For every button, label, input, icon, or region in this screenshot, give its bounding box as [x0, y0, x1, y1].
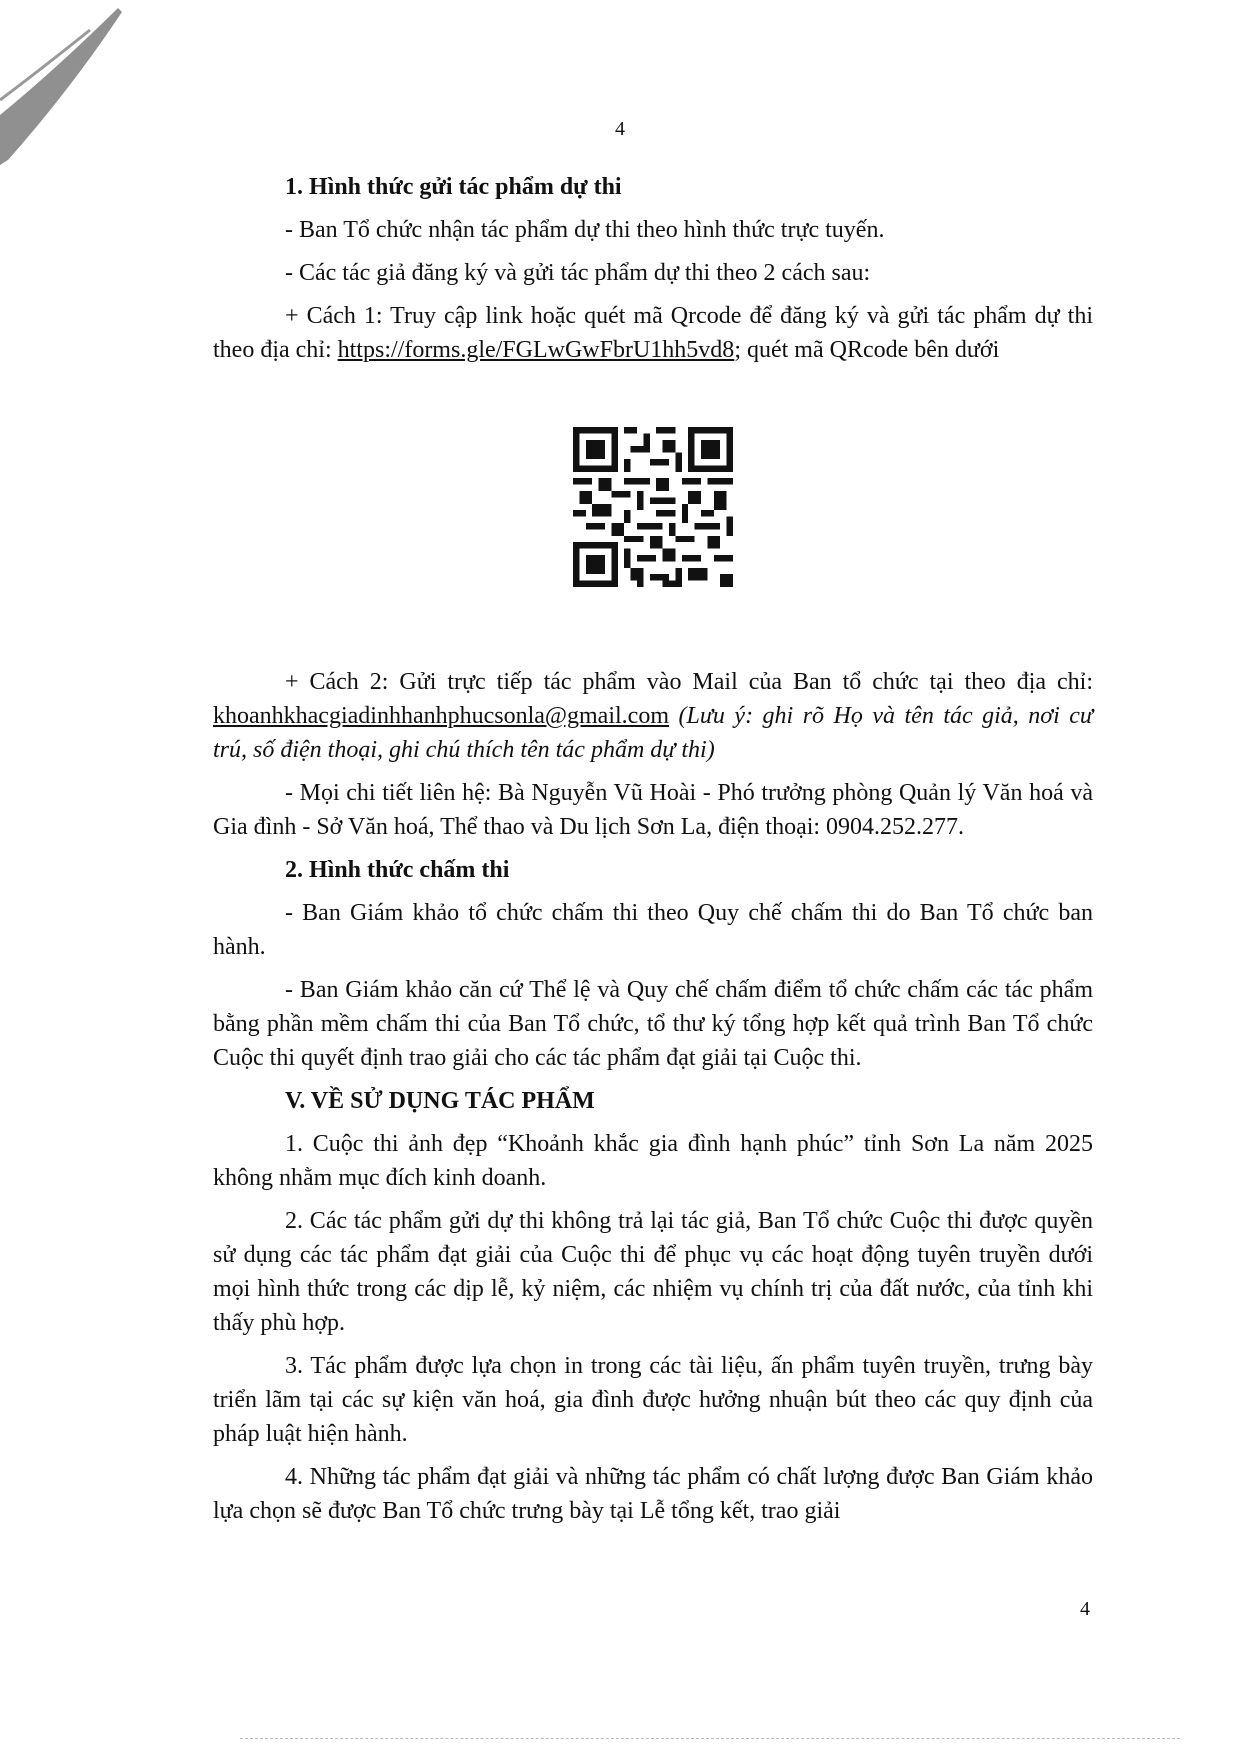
paragraph: 4. Những tác phẩm đạt giải và những tác phẩm có chất lượng được Ban Giám khảo lựa chọn sẽ được Ban Tổ chức trưng bày tại Lễ tổng kết, trao giải — [213, 1464, 1093, 1524]
form-link[interactable]: https://forms.gle/FGLwGwFbrU1hh5vd8 — [337, 337, 735, 363]
paragraph-method-1 — [213, 299, 1093, 367]
paragraph: - Ban Tổ chức nhận tác phẩm dự thi theo hình thức trực tuyến. — [285, 217, 885, 243]
method-2-note: (Lưu ý: ghi rõ Họ và tên tác giả, nơi cư trú, số điện thoại, ghi chú thích tên tác phẩm dự thi) — [213, 703, 1093, 763]
paragraph: 3. Tác phẩm được lựa chọn in trong các tài liệu, ấn phẩm tuyên truyền, trưng bày triển lãm tại các sự kiện văn hoá, gia đình được hưởng nhuận bút theo các quy định của pháp luật hiện hành. — [213, 1353, 1093, 1447]
method-1-text: + Cách 1: Truy cập link hoặc quét mã Qrcode để đăng ký và gửi tác phẩm dự thi theo địa chỉ: — [213, 303, 1093, 363]
document-body — [213, 170, 1093, 1537]
section-heading-usage: V. VỀ SỬ DỤNG TÁC PHẨM — [285, 1088, 595, 1114]
scan-edge-shadow — [0, 0, 140, 170]
qr-code-icon[interactable] — [573, 427, 733, 587]
email-link[interactable]: khoanhkhacgiadinhhanhphucsonla@gmail.com — [213, 703, 669, 729]
section-heading-judging: 2. Hình thức chấm thi — [285, 857, 510, 883]
page-number-bottom: 4 — [1080, 1598, 1090, 1620]
paragraph: - Ban Giám khảo căn cứ Thể lệ và Quy chế chấm điểm tổ chức chấm các tác phẩm bằng phần mềm chấm thi của Ban Tổ chức, tổ thư ký tổng hợp kết quả trình Ban Tổ chức Cuộc thi quyết định trao giải cho các tác phẩm đạt giải tại Cuộc thi. — [213, 977, 1093, 1071]
paragraph: - Các tác giả đăng ký và gửi tác phẩm dự thi theo 2 cách sau: — [285, 260, 871, 286]
section-heading-submission: 1. Hình thức gửi tác phẩm dự thi — [285, 174, 622, 200]
qr-code-container — [213, 427, 1093, 595]
paragraph: 1. Cuộc thi ảnh đẹp “Khoảnh khắc gia đình hạnh phúc” tỉnh Sơn La năm 2025 không nhằm mục đích kinh doanh. — [213, 1131, 1093, 1191]
method-1-text-end: ; quét mã QRcode bên dưới — [734, 337, 1000, 363]
paragraph: - Ban Giám khảo tổ chức chấm thi theo Quy chế chấm thi do Ban Tổ chức ban hành. — [213, 900, 1093, 960]
scan-bottom-edge — [240, 1738, 1180, 1739]
paragraph-contact: - Mọi chi tiết liên hệ: Bà Nguyễn Vũ Hoài - Phó trưởng phòng Quản lý Văn hoá và Gia đình - Sở Văn hoá, Thể thao và Du lịch Sơn La, điện thoại: 0904.252.277. — [213, 780, 1093, 840]
paragraph-method-2 — [213, 665, 1093, 767]
paragraph: 2. Các tác phẩm gửi dự thi không trả lại tác giả, Ban Tổ chức Cuộc thi được quyền sử dụng các tác phẩm đạt giải của Cuộc thi để phục vụ các hoạt động tuyên truyền dưới mọi hình thức trong các dịp lễ, kỷ niệm, các nhiệm vụ chính trị của đất nước, của tỉnh khi thấy phù hợp. — [213, 1208, 1093, 1336]
page-number-top: 4 — [615, 118, 625, 140]
method-2-text: + Cách 2: Gửi trực tiếp tác phẩm vào Mail của Ban tổ chức tại theo địa chỉ: — [285, 669, 1093, 695]
